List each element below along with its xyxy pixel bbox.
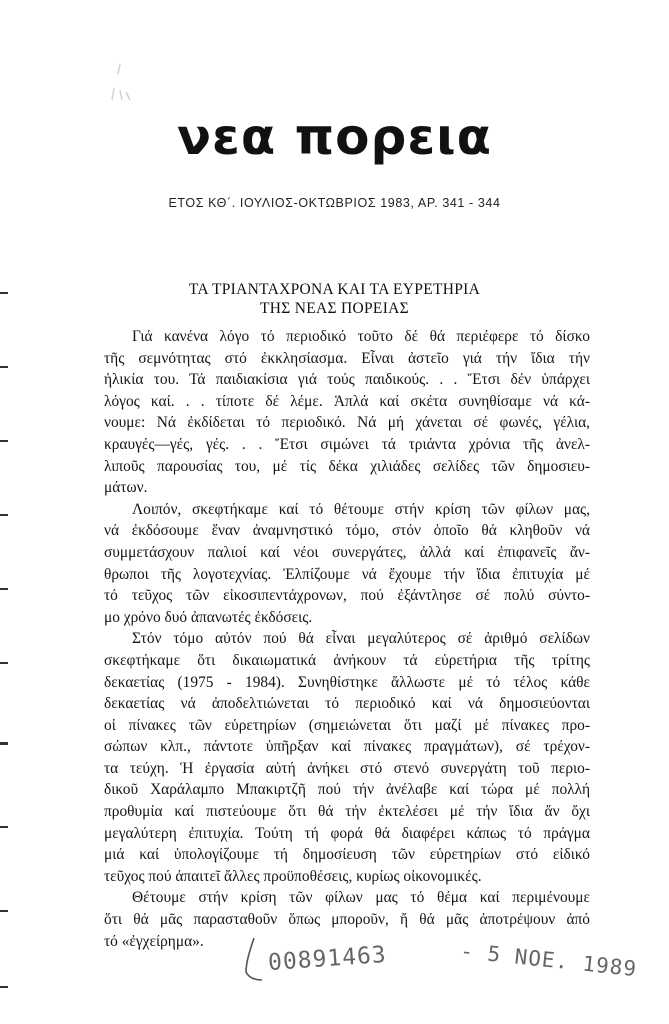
- margin-mark: [0, 826, 8, 828]
- text-line: μο χρόνο δυό ἀπανωτές ἐκδόσεις.: [104, 608, 313, 626]
- text-line: τό τεῦχος τῶν εἰκοσιπεντάχρονων, πού ἐξάντλησε σέ πολύ σύντο-: [104, 587, 590, 605]
- text-line: νά ἐκδόσουμε ἕναν ἀναμνηστικό τόμο, στόν ὁποῖο θά κληθοῦν νά: [104, 522, 590, 540]
- masthead-title: νεα πορεια: [176, 108, 492, 166]
- text-line: νουμε: Νά ἐκδίδεται τό περιοδικό. Νά μή χάνεται σέ φωνές, γέλια,: [104, 414, 590, 432]
- text-line: τῆς σεμνότητας στό ἐκκλησίασμα. Εἶναι ἀστεῖο γιά τήν ἴδια τήν: [104, 349, 590, 367]
- handwritten-check-icon: [240, 936, 268, 986]
- margin-mark: [0, 910, 8, 912]
- text-line: τεῦχος πού ἀπαιτεῖ ἄλλες προϋποθέσεις, κυρίως οἰκονομικές.: [104, 867, 482, 885]
- article-title-line: ΤΗΣ ΝΕΑΣ ΠΟΡΕΙΑΣ: [260, 300, 409, 317]
- text-line: τα τεύχη. Ἡ ἐργασία αὐτή ἀνήκει στό στενό συνεργάτη τοῦ περιο-: [104, 759, 590, 777]
- library-stamp-number: 00891463: [267, 941, 388, 977]
- pencil-scribble-icon: [90, 60, 150, 110]
- text-line: προθυμία καί πιστεύουμε ὅτι θά τήν ἐκτελέσει μέ τήν ἴδια ἄν ὄχι: [104, 803, 590, 821]
- text-line: μεγαλύτερη ἐπιτυχία. Τούτη τή φορά θά διαφέρει κάπως τό πράγμα: [104, 824, 590, 842]
- text-line: τό «ἐγχείρημα».: [104, 932, 204, 950]
- text-line: κραυγές—γές, γές. . . Ἔτσι σιμώνει τά τριάντα χρόνια τῆς ἀνελ-: [104, 435, 590, 453]
- margin-mark: [0, 742, 8, 745]
- text-line: δικοῦ Χαράλαμπο Μπακιρτζῆ πού τήν ἀνέλαβε καί τώρα μέ πολλή: [104, 781, 590, 799]
- text-line: σκεφτήκαμε ὅτι δικαιωματικά ἀνήκουν τά εὑρετήρια τῆς τρίτης: [104, 651, 590, 669]
- text-line: συμμετάσχουν παλιοί καί νέοι συνεργάτες, ἀλλά καί ἐπιφανεῖς ἄν-: [104, 543, 590, 561]
- margin-mark: [0, 662, 8, 664]
- article-body: [104, 326, 590, 952]
- margin-mark: [0, 986, 8, 988]
- text-line: ὅτι θά μᾶς παρασταθοῦν ὅπως μποροῦν, ἤ θά μᾶς ἀποτρέψουν ἀπό: [104, 911, 590, 929]
- text-line: θρωποι τῆς λογοτεχνίας. Ἐλπίζουμε νά ἔχουμε τήν ἴδια ἐπιτυχία μέ: [104, 565, 590, 583]
- margin-mark: [0, 440, 8, 442]
- library-stamp-date: - 5 NOE. 1989: [459, 938, 639, 982]
- text-line: ἡλικία του. Τά παιδιακίσια γιά τούς παιδικούς. . . Ἔτσι δέν ὑπάρχει: [104, 371, 590, 389]
- text-line: μιά καί ὑπολογίζουμε τή δημοσίευση τῶν εὑρετηρίων στό εἰδικό: [104, 846, 590, 864]
- text-line: Θέτουμε στήν κρίση τῶν φίλων μας τό θέμα καί περιμένουμε: [132, 889, 590, 907]
- text-line: Στόν τόμο αὐτόν πού θά εἶναι μεγαλύτερος σέ ἀριθμό σελίδων: [132, 630, 590, 648]
- article-title: [0, 280, 669, 318]
- text-line: σώπων κλπ., πάντοτε ὑπῆρξαν καί πίνακες πραγμάτων), σέ τρέχον-: [104, 738, 590, 756]
- text-line: Γιά κανένα λόγο τό περιοδικό τοῦτο δέ θά περιέφερε τό δίσκο: [132, 328, 590, 345]
- text-line: λόγος καί. . . τίποτε δέ λέμε. Ἁπλά καί σκέτα συνηθίσαμε νά κά-: [104, 392, 590, 410]
- text-line: δεκαετίας νά ἀποδελτιώνεται τό περιοδικό καί νά δημοσιεύονται: [104, 695, 590, 713]
- margin-mark: [0, 514, 8, 516]
- text-line: μάτων.: [104, 479, 148, 497]
- text-line: δεκαετίας (1975 - 1984). Συνηθίστηκε ἄλλωστε μέ τό τέλος κάθε: [104, 673, 590, 691]
- text-line: λιποῦς παρουσίας του, μέ τίς δέκα χιλιάδες σελίδες τῶν δημοσιευ-: [104, 457, 590, 475]
- margin-mark: [0, 366, 8, 368]
- issue-line: ΕΤΟΣ ΚΘ΄. ΙΟΥΛΙΟΣ-ΟΚΤΩΒΡΙΟΣ 1983, ΑΡ. 341 - 344: [168, 196, 501, 210]
- article-title-line: ΤΑ ΤΡΙΑΝΤΑΧΡΟΝΑ ΚΑΙ ΤΑ ΕΥΡΕΤΗΡΙΑ: [188, 281, 481, 298]
- text-line: οἱ πίνακες τῶν εὑρετηρίων (σημειώνεται ὅτι μαζί μέ πίνακες προ-: [104, 716, 590, 734]
- margin-mark: [0, 588, 8, 590]
- text-line: Λοιπόν, σκεφτήκαμε καί τό θέτουμε στήν κρίση τῶν φίλων μας,: [132, 500, 590, 518]
